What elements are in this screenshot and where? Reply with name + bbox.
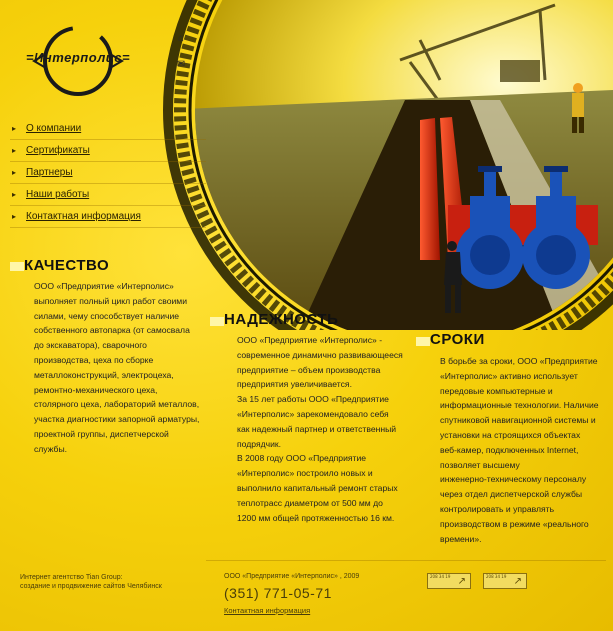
footer-divider <box>206 560 606 561</box>
section-title-quality: КАЧЕСТВО <box>24 257 110 274</box>
text-line: металлоконструкций, электроцеха, <box>34 369 174 380</box>
text-line: ООО «Предприятие «Интерполис» - <box>237 335 383 345</box>
text-line: современное динамично развивающееся <box>237 349 403 360</box>
text-line: до экскаватора), сварочного <box>34 340 147 351</box>
text-line: участка диагностики запорной арматуры, <box>34 414 200 425</box>
text-line: предприятия увеличивается. <box>237 379 352 390</box>
section-text-reliability <box>237 333 417 525</box>
text-line: производства, цеха по сборке <box>34 354 154 365</box>
text-line: выполнило капитальный ремонт старых <box>237 482 398 493</box>
section-title-reliability: НАДЕЖНОСТЬ <box>224 311 339 328</box>
text-line: За 15 лет работы ООО «Предприятие <box>237 394 389 405</box>
nav-item-label[interactable]: Сертификаты <box>26 145 90 156</box>
text-line: теплотрасс диаметром от 500 мм до <box>237 497 383 508</box>
chevron-right-icon: ▸ <box>12 190 17 199</box>
footer-agency-line2[interactable]: создание и продвижение сайтов Челябинск <box>20 583 162 590</box>
mail-icon[interactable]: ✉ <box>176 59 186 70</box>
nav-item-label[interactable]: Контактная информация <box>26 211 141 222</box>
chevron-right-icon: ▸ <box>12 146 17 155</box>
text-line: 1200 мм общей протяженностью 16 км. <box>237 512 395 523</box>
text-line: предприятие – объем производства <box>237 364 381 375</box>
footer-agency <box>20 573 210 591</box>
text-line: ремонтно-механического цеха, <box>34 384 158 395</box>
logo-text[interactable]: =Интерполис= <box>25 50 131 65</box>
arrow-up-right-icon: ↗ <box>513 576 522 587</box>
arrow-up-right-icon: ↗ <box>457 576 466 587</box>
section-marker <box>210 317 224 326</box>
text-line: времени». <box>440 533 482 544</box>
section-text-quality <box>34 279 209 457</box>
chevron-right-icon: ▸ <box>12 212 17 221</box>
text-line: «Интерполис» зарекомендовало себя <box>237 408 389 419</box>
text-line: контролировать и управлять <box>440 503 555 514</box>
home-icon[interactable]: ⌂ <box>177 33 185 44</box>
text-line: производством в режиме «реального <box>440 518 589 529</box>
nav-item-contacts[interactable] <box>10 206 206 228</box>
chevron-right-icon: ▸ <box>12 168 17 177</box>
nav-item-label[interactable]: О компании <box>26 123 82 134</box>
text-line: как надежный партнер и ответственный <box>237 423 397 434</box>
text-line: подрядчик. <box>237 438 282 449</box>
text-line: установки на строящихся объектах <box>440 429 581 440</box>
nav-item-label[interactable]: Партнеры <box>26 167 73 178</box>
text-line: веб-камер, подключенных Internet, <box>440 444 579 455</box>
badge-text: 208 34 19 <box>486 574 507 579</box>
text-line: спутниковой навигационной системы и <box>440 415 596 426</box>
nav-item-partners[interactable] <box>10 162 206 184</box>
nav-item-about[interactable] <box>10 118 206 140</box>
chevron-right-icon: ▸ <box>12 124 17 133</box>
footer-agency-line1[interactable]: Интернет агентство Tian Group: <box>20 574 123 581</box>
text-line: выполняет полный цикл работ своими <box>34 295 188 306</box>
footer-copyright: ООО «Предприятие «Интерполис» , 2009 <box>224 573 360 580</box>
text-line: передовые компьютерные и <box>440 385 553 396</box>
text-line: позволяет высшему <box>440 459 520 470</box>
excavator-body <box>500 60 540 82</box>
badge-text: 208 34 19 <box>430 574 451 579</box>
text-line: инженерно-техническому персоналу <box>440 474 587 485</box>
text-line: «Интерполис» построило новых и <box>237 468 373 479</box>
section-marker <box>10 262 24 271</box>
footer-phone: (351) 771-05-71 <box>224 585 332 601</box>
main-nav <box>10 118 206 228</box>
nav-item-certificates[interactable] <box>10 140 206 162</box>
text-line: службы. <box>34 443 68 454</box>
footer-contact-link[interactable]: Контактная информация <box>224 606 311 615</box>
text-line: ООО «Предприятие «Интерполис» <box>34 281 174 291</box>
top-icons <box>170 26 200 96</box>
text-line: собственного автопарка (от самосвала <box>34 325 190 336</box>
section-marker <box>416 337 430 346</box>
text-line: В борьбе за сроки, ООО «Предприятие <box>440 356 598 366</box>
text-line: информационные технологии. Наличие <box>440 400 599 411</box>
counter-badge-2[interactable] <box>483 573 527 589</box>
text-line: силами, чему способствует наличие <box>34 310 180 321</box>
section-text-deadlines <box>440 354 610 546</box>
nav-item-label[interactable]: Наши работы <box>26 189 90 200</box>
text-line: В 2008 году ООО «Предприятие <box>237 453 367 464</box>
text-line: проектной группы, диспетчерской <box>34 428 169 439</box>
counter-badge-1[interactable] <box>427 573 471 589</box>
text-line: столярного цеха, лабораторий металлов, <box>34 399 200 410</box>
nav-item-works[interactable] <box>10 184 206 206</box>
text-line: «Интерполис» активно использует <box>440 370 578 381</box>
text-line: через отдел диспетчерской службы <box>440 489 583 500</box>
section-title-deadlines: СРОКИ <box>430 331 485 348</box>
